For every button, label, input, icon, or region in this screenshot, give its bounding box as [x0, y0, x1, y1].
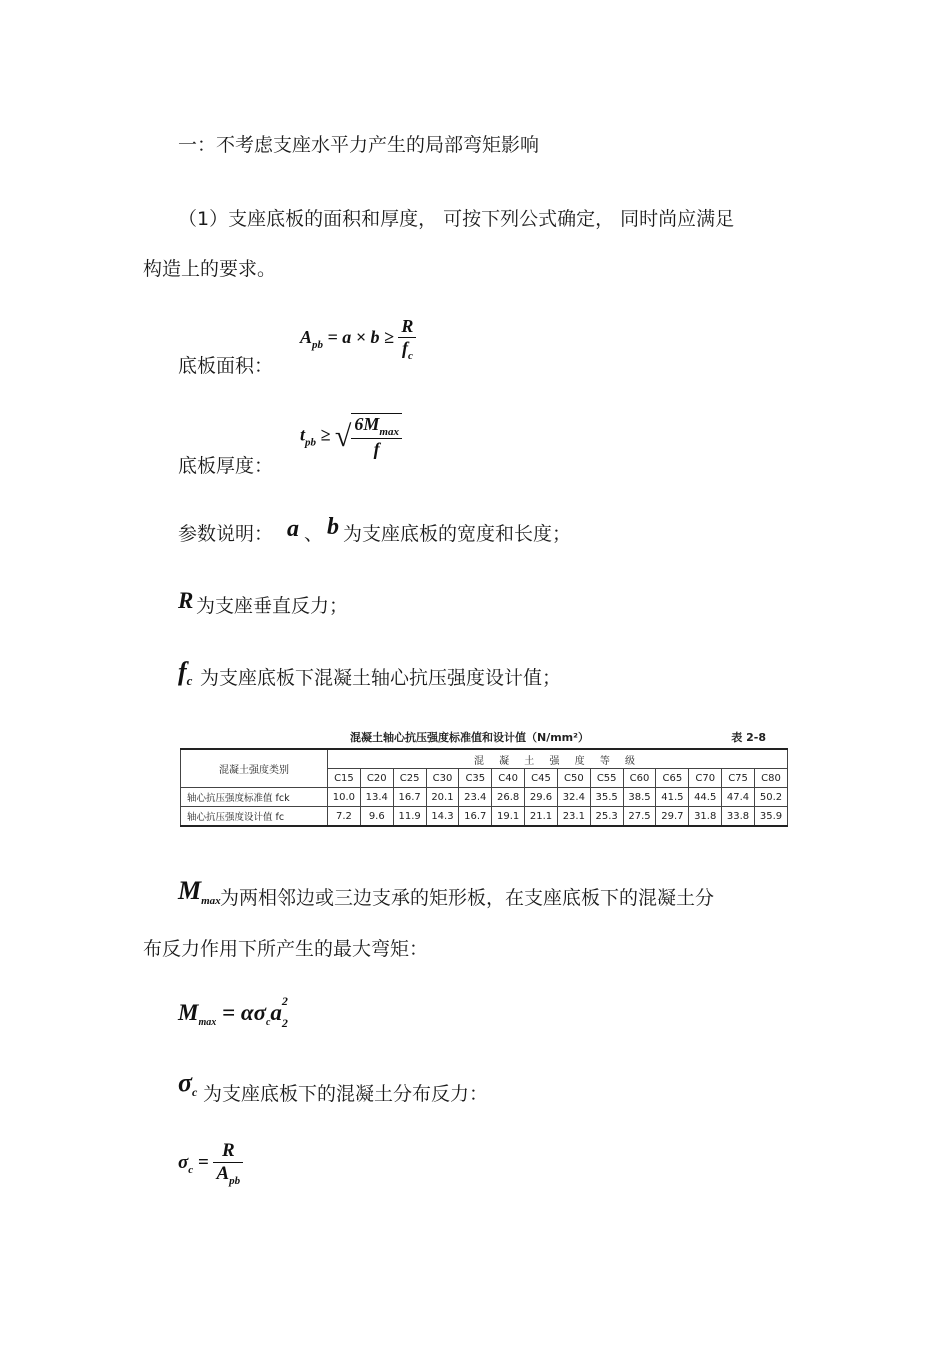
concrete-strength-table — [180, 726, 788, 827]
symbol-a: a — [287, 516, 299, 542]
thickness-formula — [300, 413, 402, 460]
mmax-sub: max — [201, 895, 221, 907]
paragraph-line-1: （1）支座底板的面积和厚度， 可按下列公式确定， 同时尚应满足 — [178, 208, 735, 230]
grade-header-cell: C70 — [689, 769, 722, 788]
sigma-letter: σ — [178, 1068, 193, 1097]
thick-lhs: t — [300, 424, 306, 445]
table-cell: 7.2 — [328, 807, 361, 827]
table-cell: 41.5 — [656, 788, 689, 807]
area-num: R — [398, 316, 416, 338]
table-cell: 29.6 — [525, 788, 558, 807]
fc-sub: c — [186, 673, 193, 688]
sigma-text: 为支座底板下的混凝土分布反力： — [203, 1083, 489, 1105]
sigma-f-lhs: σ — [178, 1151, 189, 1173]
table-cell: 50.2 — [754, 788, 787, 807]
area-fraction — [398, 316, 416, 362]
table-cell: 9.6 — [360, 807, 393, 827]
table-cell: 26.8 — [492, 788, 525, 807]
table-cell: 21.1 — [525, 807, 558, 827]
area-label: 底板面积： — [178, 355, 274, 377]
r-text: 为支座垂直反力； — [196, 595, 349, 617]
sqrt-sign: √ — [334, 419, 352, 453]
grade-header-cell: C45 — [525, 769, 558, 788]
grade-header-cell: C60 — [623, 769, 656, 788]
area-eq: = a × b ≥ — [323, 327, 399, 348]
area-den: f — [401, 338, 408, 358]
thickness-label: 底板厚度： — [178, 455, 274, 477]
table-cell: 16.7 — [393, 788, 426, 807]
area-lhs: A — [300, 327, 313, 348]
grade-header-cell: C35 — [459, 769, 492, 788]
mmax-letter: M — [178, 876, 202, 905]
thick-ge: ≥ — [316, 424, 335, 445]
table-cell: 33.8 — [722, 807, 755, 827]
table-cell: 27.5 — [623, 807, 656, 827]
table-cell: 14.3 — [426, 807, 459, 827]
params-text: 为支座底板的宽度和长度； — [343, 523, 572, 545]
area-lhs-sub: pb — [312, 339, 324, 352]
table-cell: 19.1 — [492, 807, 525, 827]
sigma-f-eq: = — [193, 1151, 214, 1173]
mmax-f-a-sub — [281, 994, 288, 1031]
symbol-r: R — [178, 588, 194, 613]
table-cell: 23.4 — [459, 788, 492, 807]
table-row — [181, 807, 788, 827]
grade-header-cell: C40 — [492, 769, 525, 788]
grade-header-cell: C80 — [754, 769, 787, 788]
params-separator: 、 — [304, 523, 324, 545]
params-label: 参数说明： — [178, 523, 274, 545]
symbol-sigma-c — [178, 1068, 197, 1100]
thick-num: 6M — [354, 414, 380, 434]
table-cell: 38.5 — [623, 788, 656, 807]
mmax-f-a-sub-text: 2 — [281, 1016, 288, 1030]
table-cell: 29.7 — [656, 807, 689, 827]
grade-span-header: 混 凝 土 强 度 等 级 — [328, 749, 788, 769]
mmax-f-rhs-sub: c — [265, 1017, 271, 1028]
grade-header-cell: C30 — [426, 769, 459, 788]
fc-text: 为支座底板下混凝土轴心抗压强度设计值； — [200, 667, 562, 689]
mmax-text-line-1: 为两相邻边或三边支承的矩形板，在支座底板下的混凝土分 — [220, 887, 715, 909]
section-heading: 一：不考虑支座水平力产生的局部弯矩影响 — [178, 134, 540, 156]
row-label: 轴心抗压强度设计值 fc — [181, 807, 328, 827]
grade-header-cell: C65 — [656, 769, 689, 788]
sigma-num: R — [213, 1140, 243, 1163]
area-den-sub: c — [407, 350, 413, 362]
grade-header-cell: C50 — [557, 769, 590, 788]
mmax-f-a: a — [270, 1000, 282, 1025]
table-title: 混凝土轴心抗压强度标准值和设计值（N/mm²） — [350, 731, 589, 744]
grade-header-cell: C15 — [328, 769, 361, 788]
table-cell: 44.5 — [689, 788, 722, 807]
mmax-f-sup: 2 — [281, 994, 288, 1008]
table-grid — [180, 748, 788, 827]
table-cell: 35.9 — [754, 807, 787, 827]
thick-lhs-sub: pb — [305, 436, 317, 449]
table-cell: 31.8 — [689, 807, 722, 827]
table-cell: 10.0 — [328, 788, 361, 807]
table-cell: 25.3 — [590, 807, 623, 827]
sigma-sub: c — [192, 1085, 198, 1099]
paragraph-line-2: 构造上的要求。 — [143, 258, 277, 280]
grade-header-cell: C20 — [360, 769, 393, 788]
mmax-f-lhs: M — [178, 1000, 199, 1025]
grade-header-cell: C75 — [722, 769, 755, 788]
sigma-den-sub: pb — [229, 1175, 241, 1187]
table-number: 表 2-8 — [731, 731, 766, 744]
table-caption — [180, 726, 788, 748]
thick-den: f — [373, 439, 380, 459]
table-cell: 23.1 — [557, 807, 590, 827]
grade-header-cell: C25 — [393, 769, 426, 788]
table-cell: 47.4 — [722, 788, 755, 807]
sigma-formula — [178, 1140, 243, 1187]
thick-fraction — [351, 413, 402, 460]
table-cell: 11.9 — [393, 807, 426, 827]
table-cell: 35.5 — [590, 788, 623, 807]
thick-num-sub: max — [379, 426, 399, 438]
table-cell: 13.4 — [360, 788, 393, 807]
sigma-den: A — [216, 1163, 230, 1184]
table-row — [181, 788, 788, 807]
mmax-text-line-2: 布反力作用下所产生的最大弯矩： — [143, 938, 429, 960]
grade-header-cell: C55 — [590, 769, 623, 788]
area-formula — [300, 316, 416, 362]
symbol-mmax — [178, 876, 221, 907]
corner-header: 混凝土强度类别 — [181, 749, 328, 788]
mmax-f-rhs: = ασ — [216, 1000, 266, 1025]
symbol-fc — [178, 657, 192, 689]
row-label: 轴心抗压强度标准值 fck — [181, 788, 328, 807]
mmax-f-lhs-sub: max — [198, 1017, 217, 1028]
table-cell: 20.1 — [426, 788, 459, 807]
symbol-b: b — [327, 514, 339, 540]
sigma-f-lhs-sub: c — [188, 1163, 194, 1176]
mmax-formula — [178, 994, 288, 1031]
fc-letter: f — [178, 657, 187, 686]
table-cell: 16.7 — [459, 807, 492, 827]
sigma-fraction — [213, 1140, 243, 1187]
table-cell: 32.4 — [557, 788, 590, 807]
